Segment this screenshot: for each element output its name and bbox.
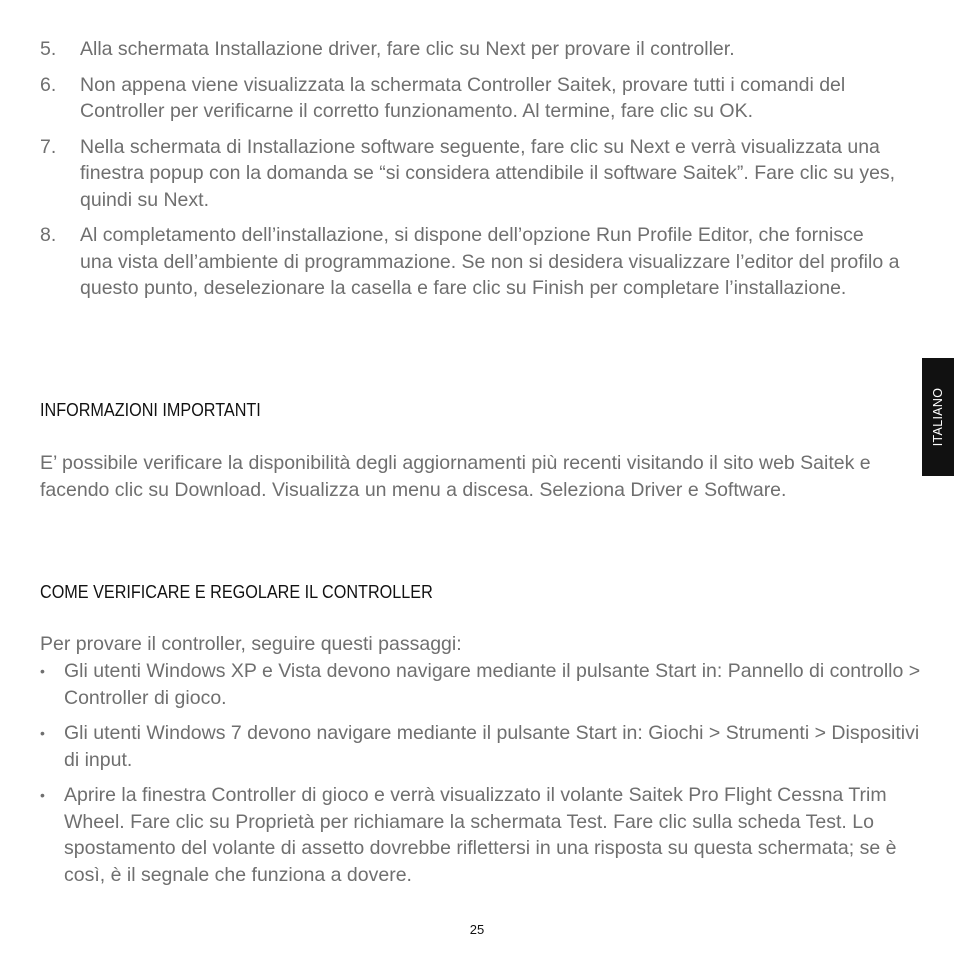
step-text: Alla schermata Installazione driver, fare clic su Next per provare il controller. — [80, 38, 735, 60]
bullet-text: Gli utenti Windows XP e Vista devono navigare mediante il pulsante Start in: Pannello di controllo > Controller di gioco. — [64, 660, 921, 709]
step-text: Al completamento dell’installazione, si dispone dell’opzione Run Profile Editor, che fornisce una vista dell’ambiente di programmazione. Se non si desidera visualizzare l’editor del profilo a questo punto, deselezionare la casella e fare clic su Finish per completare l’installazione. — [80, 224, 900, 299]
bullet-icon: • — [40, 725, 45, 741]
step-number: 7. — [40, 135, 57, 158]
list-item — [40, 134, 900, 214]
step-text: Non appena viene visualizzata la schermata Controller Saitek, provare tutti i comandi del Controller per verificarne il corretto funzionamento. Al termine, fare clic su OK. — [80, 73, 846, 122]
bullet-icon: • — [40, 787, 45, 803]
page-number: 25 — [469, 922, 485, 937]
bullet-text: Gli utenti Windows 7 devono navigare mediante il pulsante Start in: Giochi > Strumenti > Dispositivi di input. — [64, 722, 920, 771]
language-tab-label: ITALIANO — [931, 387, 945, 447]
step-number: 8. — [40, 224, 57, 246]
section-heading-important: INFORMAZIONI IMPORTANTI — [40, 400, 261, 420]
section-heading-controller-test: COME VERIFICARE E REGOLARE IL CONTROLLER — [40, 582, 433, 602]
controller-test-bullets — [40, 658, 930, 897]
language-tab — [922, 358, 954, 476]
list-item — [40, 720, 930, 773]
important-paragraph: E’ possibile verificare la disponibilità degli aggiornamenti più recenti visitando il sito web Saitek e facendo clic su Download. Visualizza un menu a discesa. Seleziona Driver e Software. — [40, 452, 871, 501]
installation-steps-list — [40, 36, 900, 311]
list-item — [40, 658, 930, 711]
list-item — [40, 36, 900, 63]
controller-test-intro: Per provare il controller, seguire questi passaggi: — [40, 633, 462, 655]
bullet-icon: • — [40, 663, 45, 679]
step-number: 6. — [40, 73, 57, 96]
list-item — [40, 222, 900, 302]
bullet-text: Aprire la finestra Controller di gioco e verrà visualizzato il volante Saitek Pro Flight Cessna Trim Wheel. Fare clic su Proprietà per richiamare la schermata Test. Fare clic sulla scheda Test. Lo spostamento del volante di assetto dovrebbe riflettersi in una risposta su questa schermata; se è così, è il segnale che funziona a dovere. — [64, 784, 897, 886]
step-text: Nella schermata di Installazione software seguente, fare clic su Next e verrà visualizzata una finestra popup con la domanda se “si considera attendibile il software Saitek”. Fare clic su yes, quindi su Next. — [80, 135, 896, 211]
list-item — [40, 72, 900, 125]
list-item — [40, 782, 930, 888]
step-number: 5. — [40, 38, 57, 60]
